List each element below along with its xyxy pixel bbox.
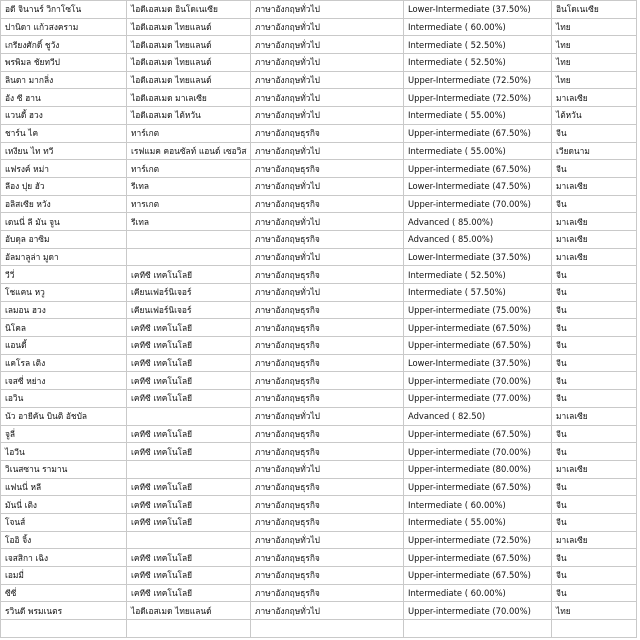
course-cell[interactable]: ภาษาอังกฤษธุรกิจ: [251, 301, 404, 319]
level-cell[interactable]: Upper-intermediate (67.50%): [404, 425, 552, 443]
table-row: [1, 71, 637, 89]
company-cell[interactable]: [127, 620, 251, 638]
table-row: [1, 266, 637, 284]
name-cell[interactable]: [1, 620, 127, 638]
level-cell[interactable]: Upper-intermediate (70.00%): [404, 372, 552, 390]
course-cell[interactable]: ภาษาอังกฤษทั่วไป: [251, 142, 404, 160]
level-cell[interactable]: Intermediate ( 52.50%): [404, 36, 552, 54]
level-cell[interactable]: Upper-intermediate (70.00%): [404, 195, 552, 213]
level-cell[interactable]: Upper-intermediate (70.00%): [404, 443, 552, 461]
table-row: [1, 195, 637, 213]
level-cell[interactable]: Upper-intermediate (67.50%): [404, 319, 552, 337]
course-cell[interactable]: ภาษาอังกฤษทั่วไป: [251, 284, 404, 302]
name-cell[interactable]: วีวี่: [1, 266, 127, 284]
level-cell[interactable]: Upper-intermediate (67.50%): [404, 160, 552, 178]
company-cell[interactable]: เคทีซี เทคโนโลยี: [127, 513, 251, 531]
company-cell[interactable]: รีเทล: [127, 213, 251, 231]
course-cell[interactable]: ภาษาอังกฤษธุรกิจ: [251, 372, 404, 390]
table-row: [1, 36, 637, 54]
name-cell[interactable]: ลีอง ปุย ฮัว: [1, 177, 127, 195]
company-cell[interactable]: เคทีซี เทคโนโลยี: [127, 319, 251, 337]
country-cell[interactable]: ไทย: [552, 54, 637, 72]
table-row: [1, 142, 637, 160]
name-cell[interactable]: เกรียงศักดิ์ ชูวัง: [1, 36, 127, 54]
course-cell[interactable]: ภาษาอังกฤษธุรกิจ: [251, 266, 404, 284]
name-cell[interactable]: ซีซี่: [1, 584, 127, 602]
country-cell[interactable]: จีน: [552, 567, 637, 585]
table-row: [1, 213, 637, 231]
level-cell[interactable]: Advanced ( 85.00%): [404, 230, 552, 248]
level-cell[interactable]: Intermediate ( 52.50%): [404, 54, 552, 72]
company-cell[interactable]: เรฟแมค คอนซัลท์ แอนด์ เซอวิส: [127, 142, 251, 160]
table-row: [1, 124, 637, 142]
level-cell[interactable]: Upper-intermediate (72.50%): [404, 531, 552, 549]
name-cell[interactable]: รวินดี พรมเนตร: [1, 602, 127, 620]
level-cell[interactable]: Upper-intermediate (80.00%): [404, 460, 552, 478]
level-cell[interactable]: Lower-Intermediate (37.50%): [404, 1, 552, 19]
company-cell[interactable]: เคทีซี เทคโนโลยี: [127, 372, 251, 390]
table-row: [1, 1, 637, 19]
course-cell[interactable]: ภาษาอังกฤษธุรกิจ: [251, 195, 404, 213]
name-cell[interactable]: โจนส์: [1, 513, 127, 531]
level-cell[interactable]: Upper-intermediate (75.00%): [404, 301, 552, 319]
company-cell[interactable]: เคทีซี เทคโนโลยี: [127, 425, 251, 443]
table-row: [1, 407, 637, 425]
country-cell[interactable]: มาเลเซีย: [552, 177, 637, 195]
name-cell[interactable]: ลินดา มากลิ่ง: [1, 71, 127, 89]
level-cell[interactable]: Upper-intermediate (67.50%): [404, 337, 552, 355]
company-cell[interactable]: [127, 230, 251, 248]
company-cell[interactable]: ทาร์เกต: [127, 160, 251, 178]
level-cell[interactable]: Upper-intermediate (67.50%): [404, 567, 552, 585]
table-row: [1, 567, 637, 585]
country-cell[interactable]: จีน: [552, 584, 637, 602]
level-cell[interactable]: Intermediate ( 57.50%): [404, 284, 552, 302]
course-cell[interactable]: ภาษาอังกฤษธุรกิจ: [251, 354, 404, 372]
country-cell[interactable]: จีน: [552, 478, 637, 496]
name-cell[interactable]: แฟรงค์ หม่า: [1, 160, 127, 178]
table-row: [1, 54, 637, 72]
company-cell[interactable]: ทารเกต: [127, 195, 251, 213]
country-cell[interactable]: อินโดเนเซีย: [552, 1, 637, 19]
name-cell[interactable]: โชแคน หวู: [1, 284, 127, 302]
table-row: [1, 425, 637, 443]
country-cell[interactable]: จีน: [552, 443, 637, 461]
company-cell[interactable]: เคทีซี เทคโนโลยี: [127, 354, 251, 372]
table-row: [1, 478, 637, 496]
name-cell[interactable]: วิเนสซาน รามาน: [1, 460, 127, 478]
name-cell[interactable]: แอนดี้: [1, 337, 127, 355]
country-cell[interactable]: จีน: [552, 496, 637, 514]
table-row: [1, 460, 637, 478]
company-cell[interactable]: เคทีซี เทคโนโลยี: [127, 567, 251, 585]
level-cell[interactable]: Upper-intermediate (67.50%): [404, 124, 552, 142]
name-cell[interactable]: เหงียน ไท ทวี: [1, 142, 127, 160]
company-cell[interactable]: เคทีซี เทคโนโลยี: [127, 549, 251, 567]
country-cell[interactable]: มาเลเซีย: [552, 213, 637, 231]
company-cell[interactable]: ทาร์เกต: [127, 124, 251, 142]
country-cell[interactable]: จีน: [552, 124, 637, 142]
country-cell[interactable]: จีน: [552, 372, 637, 390]
table-row: [1, 443, 637, 461]
country-cell[interactable]: จีน: [552, 390, 637, 408]
country-cell[interactable]: จีน: [552, 319, 637, 337]
name-cell[interactable]: เดนนี่ ลี มัน จูน: [1, 213, 127, 231]
name-cell[interactable]: ชาร์น ไค: [1, 124, 127, 142]
table-row: [1, 89, 637, 107]
company-cell[interactable]: ไอดีเอสเมด ไทยแลนด์: [127, 18, 251, 36]
company-cell[interactable]: ไอดีเอสเมด ไต้หวัน: [127, 107, 251, 125]
table-row: [1, 107, 637, 125]
level-cell[interactable]: Intermediate ( 60.00%): [404, 18, 552, 36]
table-row: [1, 372, 637, 390]
course-cell[interactable]: ภาษาอังกฤษธุรกิจ: [251, 549, 404, 567]
table-row: [1, 620, 637, 638]
company-cell[interactable]: เคียนเฟอร์นิเจอร์: [127, 301, 251, 319]
course-cell[interactable]: ภาษาอังกฤษธุรกิจ: [251, 443, 404, 461]
company-cell[interactable]: เคทีซี เทคโนโลยี: [127, 584, 251, 602]
course-cell[interactable]: ภาษาอังกฤษทั่วไป: [251, 107, 404, 125]
table-row: [1, 230, 637, 248]
course-cell[interactable]: ภาษาอังกฤษทั่วไป: [251, 1, 404, 19]
course-cell[interactable]: [251, 620, 404, 638]
level-cell[interactable]: Upper-intermediate (67.50%): [404, 478, 552, 496]
table-row: [1, 337, 637, 355]
table-row: [1, 513, 637, 531]
company-cell[interactable]: ไอดีเอสเมด ไทยแลนด์: [127, 54, 251, 72]
course-cell[interactable]: ภาษาอังกฤษทั่วไป: [251, 177, 404, 195]
company-cell[interactable]: ไอดีเอสเมด ไทยแลนด์: [127, 71, 251, 89]
country-cell[interactable]: จีน: [552, 195, 637, 213]
name-cell[interactable]: เอมมี่: [1, 567, 127, 585]
name-cell[interactable]: นัว อายีคัน บินติ อัชบัล: [1, 407, 127, 425]
country-cell[interactable]: มาเลเซีย: [552, 248, 637, 266]
name-cell[interactable]: โออิ จิ้ง: [1, 531, 127, 549]
table-row: [1, 496, 637, 514]
name-cell[interactable]: อัลมาลูล่า มูดา: [1, 248, 127, 266]
company-cell[interactable]: เคียนเฟอร์นิเจอร์: [127, 284, 251, 302]
course-cell[interactable]: ภาษาอังกฤษธุรกิจ: [251, 584, 404, 602]
level-cell[interactable]: Intermediate ( 60.00%): [404, 584, 552, 602]
company-cell[interactable]: เคทีซี เทคโนโลยี: [127, 478, 251, 496]
country-cell[interactable]: ไทย: [552, 18, 637, 36]
company-cell[interactable]: [127, 531, 251, 549]
country-cell[interactable]: จีน: [552, 513, 637, 531]
table-row: [1, 301, 637, 319]
name-cell[interactable]: เจสซี่ หย่าง: [1, 372, 127, 390]
level-cell[interactable]: Intermediate ( 52.50%): [404, 266, 552, 284]
course-cell[interactable]: ภาษาอังกฤษทั่วไป: [251, 213, 404, 231]
level-cell[interactable]: Upper-intermediate (77.00%): [404, 390, 552, 408]
country-cell[interactable]: มาเลเซีย: [552, 89, 637, 107]
country-cell[interactable]: ไทย: [552, 36, 637, 54]
country-cell[interactable]: จีน: [552, 301, 637, 319]
country-cell[interactable]: จีน: [552, 354, 637, 372]
table-row: [1, 248, 637, 266]
course-cell[interactable]: ภาษาอังกฤษทั่วไป: [251, 460, 404, 478]
country-cell[interactable]: จีน: [552, 284, 637, 302]
company-cell[interactable]: ไอดีเอสเมด ไทยแลนด์: [127, 602, 251, 620]
table-row: [1, 160, 637, 178]
level-cell[interactable]: Intermediate ( 55.00%): [404, 513, 552, 531]
company-cell[interactable]: เคทีซี เทคโนโลยี: [127, 443, 251, 461]
level-cell[interactable]: [404, 620, 552, 638]
table-row: [1, 354, 637, 372]
course-cell[interactable]: ภาษาอังกฤษทั่วไป: [251, 531, 404, 549]
course-cell[interactable]: ภาษาอังกฤษทั่วไป: [251, 36, 404, 54]
country-cell[interactable]: จีน: [552, 549, 637, 567]
name-cell[interactable]: อดี จินานร์ วิกาโซโน: [1, 1, 127, 19]
level-cell[interactable]: Advanced ( 82.50): [404, 407, 552, 425]
name-cell[interactable]: มันนี่ เติง: [1, 496, 127, 514]
table-row: [1, 18, 637, 36]
company-cell[interactable]: ไอดีเอสเมด มาเลเซีย: [127, 89, 251, 107]
name-cell[interactable]: นิโคล: [1, 319, 127, 337]
country-cell[interactable]: จีน: [552, 160, 637, 178]
country-cell[interactable]: ไต้หวัน: [552, 107, 637, 125]
name-cell[interactable]: เอวิน: [1, 390, 127, 408]
course-cell[interactable]: ภาษาอังกฤษทั่วไป: [251, 89, 404, 107]
table-row: [1, 531, 637, 549]
name-cell[interactable]: อับดุล อาซิม: [1, 230, 127, 248]
country-cell[interactable]: จีน: [552, 266, 637, 284]
country-cell[interactable]: จีน: [552, 337, 637, 355]
table-row: [1, 549, 637, 567]
company-cell[interactable]: ไอดีเอสเมด อินโดเนเซีย: [127, 1, 251, 19]
level-cell[interactable]: Lower-Intermediate (47.50%): [404, 177, 552, 195]
country-cell[interactable]: มาเลเซีย: [552, 531, 637, 549]
country-cell[interactable]: เวียดนาม: [552, 142, 637, 160]
name-cell[interactable]: แฟนนี่ หลี: [1, 478, 127, 496]
course-cell[interactable]: ภาษาอังกฤษธุรกิจ: [251, 160, 404, 178]
course-cell[interactable]: ภาษาอังกฤษธุรกิจ: [251, 230, 404, 248]
company-cell[interactable]: ไอดีเอสเมด ไทยแลนด์: [127, 36, 251, 54]
name-cell[interactable]: ปานิดา แก้วสงคราม: [1, 18, 127, 36]
company-cell[interactable]: [127, 407, 251, 425]
company-cell[interactable]: เคทีซี เทคโนโลยี: [127, 266, 251, 284]
company-cell[interactable]: [127, 248, 251, 266]
level-cell[interactable]: Advanced ( 85.00%): [404, 213, 552, 231]
name-cell[interactable]: พรพิมล ชัยทวีป: [1, 54, 127, 72]
name-cell[interactable]: อัง ซี ฮาน: [1, 89, 127, 107]
name-cell[interactable]: เลมอน ฮวง: [1, 301, 127, 319]
company-cell[interactable]: รีเทล: [127, 177, 251, 195]
course-cell[interactable]: ภาษาอังกฤษทั่วไป: [251, 248, 404, 266]
country-cell[interactable]: มาเลเซีย: [552, 230, 637, 248]
level-cell[interactable]: Upper-intermediate (70.00%): [404, 602, 552, 620]
table-row: [1, 319, 637, 337]
course-cell[interactable]: ภาษาอังกฤษธุรกิจ: [251, 124, 404, 142]
level-cell[interactable]: Upper-Intermediate (72.50%): [404, 89, 552, 107]
company-cell[interactable]: เคทีซี เทคโนโลยี: [127, 337, 251, 355]
course-cell[interactable]: ภาษาอังกฤษธุรกิจ: [251, 496, 404, 514]
table-row: [1, 177, 637, 195]
course-cell[interactable]: ภาษาอังกฤษทั่วไป: [251, 18, 404, 36]
spreadsheet-body: [1, 1, 637, 638]
company-cell[interactable]: เคทีซี เทคโนโลยี: [127, 390, 251, 408]
course-cell[interactable]: ภาษาอังกฤษทั่วไป: [251, 407, 404, 425]
level-cell[interactable]: Lower-Intermediate (37.50%): [404, 354, 552, 372]
name-cell[interactable]: จูลี่: [1, 425, 127, 443]
level-cell[interactable]: Intermediate ( 55.00%): [404, 107, 552, 125]
level-cell[interactable]: Intermediate ( 60.00%): [404, 496, 552, 514]
country-cell[interactable]: จีน: [552, 425, 637, 443]
name-cell[interactable]: อลิสเซีย หวัง: [1, 195, 127, 213]
table-row: [1, 602, 637, 620]
table-row: [1, 584, 637, 602]
name-cell[interactable]: แวนดี้ ฮวง: [1, 107, 127, 125]
course-cell[interactable]: ภาษาอังกฤษทั่วไป: [251, 602, 404, 620]
table-row: [1, 284, 637, 302]
level-cell[interactable]: Intermediate ( 55.00%): [404, 142, 552, 160]
company-cell[interactable]: เคทีซี เทคโนโลยี: [127, 496, 251, 514]
country-cell[interactable]: ไทย: [552, 71, 637, 89]
level-cell[interactable]: Upper-intermediate (67.50%): [404, 549, 552, 567]
course-cell[interactable]: ภาษาอังกฤษธุรกิจ: [251, 478, 404, 496]
company-cell[interactable]: [127, 460, 251, 478]
name-cell[interactable]: ไอวีน: [1, 443, 127, 461]
course-cell[interactable]: ภาษาอังกฤษธุรกิจ: [251, 567, 404, 585]
country-cell[interactable]: มาเลเซีย: [552, 407, 637, 425]
table-row: [1, 390, 637, 408]
country-cell[interactable]: มาเลเซีย: [552, 460, 637, 478]
course-cell[interactable]: ภาษาอังกฤษธุรกิจ: [251, 390, 404, 408]
course-cell[interactable]: ภาษาอังกฤษทั่วไป: [251, 54, 404, 72]
level-cell[interactable]: Upper-Intermediate (72.50%): [404, 71, 552, 89]
country-cell[interactable]: [552, 620, 637, 638]
course-cell[interactable]: ภาษาอังกฤษธุรกิจ: [251, 513, 404, 531]
name-cell[interactable]: แคโรล เติง: [1, 354, 127, 372]
name-cell[interactable]: เจสสิกา เฉิง: [1, 549, 127, 567]
level-cell[interactable]: Lower-Intermediate (37.50%): [404, 248, 552, 266]
course-cell[interactable]: ภาษาอังกฤษธุรกิจ: [251, 425, 404, 443]
country-cell[interactable]: ไทย: [552, 602, 637, 620]
course-cell[interactable]: ภาษาอังกฤษธุรกิจ: [251, 337, 404, 355]
course-cell[interactable]: ภาษาอังกฤษธุรกิจ: [251, 319, 404, 337]
course-cell[interactable]: ภาษาอังกฤษทั่วไป: [251, 71, 404, 89]
